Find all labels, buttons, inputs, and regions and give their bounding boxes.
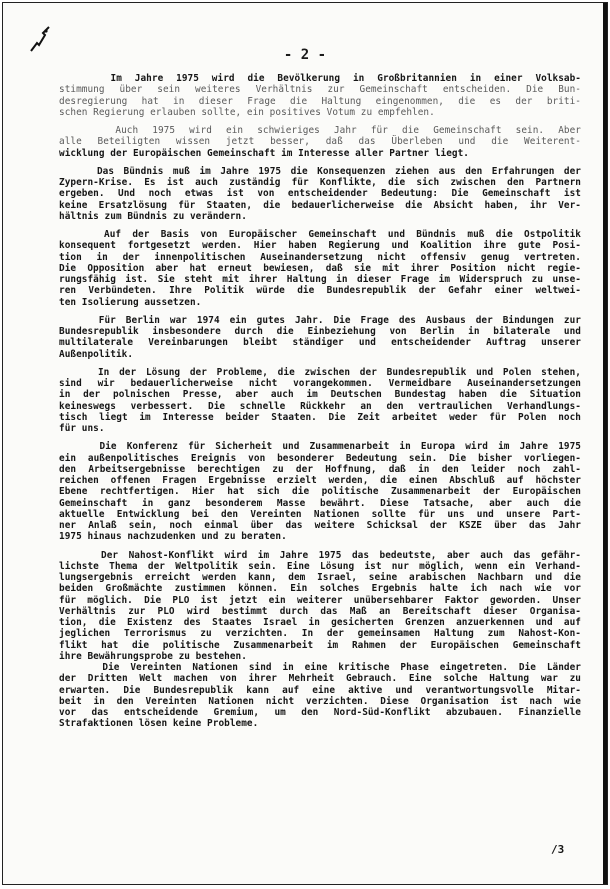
paragraph — [59, 125, 581, 159]
text-line: erwarten. Die Bundesrepublik kann auf eine aktive und verantwortungsvolle Mitar- — [59, 684, 581, 696]
text-line: jeglichen Terrorismus zu verzichten. In der gemeinsamen Haltung zum Nahost-Kon- — [59, 628, 581, 640]
text-line: 1975 hinaus nachzudenken und zu beraten. — [59, 531, 287, 543]
text-line: tion in der innenpolitischen Auseinandersetzung nicht offensiv genug vertreten. — [59, 251, 581, 263]
page-number: - 2 - — [283, 47, 327, 63]
text-line: hältnis zum Bündnis zu verändern. — [59, 210, 247, 222]
document-page — [2, 2, 608, 885]
text-line: der Dritten Welt machen von ihrer Mehrheit Gebrauch. Eine solche Haltung war zu — [59, 673, 581, 685]
text-line: stimmung über sein weiteres Verhältnis zur Gemeinschaft entscheiden. Die Bun- — [59, 84, 581, 96]
text-line: Die Opposition aber hat erneut bewiesen, daß sie mit ihrer Position nicht regie- — [59, 262, 581, 274]
text-line: Die Vereinten Nationen sind in eine kritische Phase eingetreten. Die Länder — [59, 662, 581, 673]
text-line: lungsergebnis erreicht werden kann, dem Israel, seine arabischen Nachbarn und die — [59, 572, 581, 583]
text-line: Strafaktionen lösen keine Probleme. — [59, 718, 259, 730]
text-line: reichen offenen Fragen Ergebnisse erzielt werden, die einen Abschluß auf höchster — [59, 475, 581, 486]
text-line: für möglich. Die PLO ist jetzt ein weiterer unübersehbarer Faktor geworden. Unser — [59, 594, 581, 606]
text-line: schen Regierung erlauben sollte, ein positives Votum zu empfehlen. — [59, 106, 435, 118]
paragraph — [59, 367, 581, 435]
text-line: für uns. — [59, 423, 105, 434]
text-line: alle Beteiligten wissen jetzt besser, daß das Überleben und die Weiterent- — [59, 136, 581, 148]
text-line: ergeben. Und noch etwas ist von entscheidender Bedeutung: Die Gemeinschaft ist — [59, 188, 581, 200]
text-line: tisch liegt im Interesse beider Staaten. Die Zeit arbeitet weder für Polen noch — [59, 411, 581, 423]
text-line: ten Isolierung aussetzen. — [59, 296, 202, 308]
text-line: in der polnischen Presse, aber auch im Deutschen Bundestag haben die Situation — [59, 389, 581, 401]
text-line: desregierung hat in dieser Frage die Haltung eingenommen, die es der briti- — [59, 95, 581, 107]
scan-edge — [603, 3, 607, 884]
text-line: ein außenpolitisches Ereignis von besonderer Bedeutung sein. Die bisher vorliegen- — [59, 452, 581, 464]
text-line: beit in den Vereinten Nationen nicht verzichten. Diese Organisation ist nach wie — [59, 695, 581, 707]
text-line: den Arbeitsergebnisse berechtigen zu der Hoffnung, daß in den leider noch zahl- — [59, 463, 581, 475]
text-line: ner Anlaß sein, noch einmal über das weitere Schicksal der KSZE über das Jahr — [59, 520, 581, 531]
text-line: sind wir bedauerlicherweise nicht vorangekommen. Vermeidbare Auseinandersetzungen — [59, 378, 581, 389]
text-line: Zypern-Krise. Es ist auch zuständig für Konflikte, die sich zwischen den Partnern — [59, 177, 581, 188]
text-line: multilaterale Vereinbarungen bleibt ständiger und entscheidender Auftrag unserer — [59, 337, 581, 349]
text-line: rungsfähig ist. Sie steht mit ihrer Haltung in dieser Frage im Widerspruch zu unse- — [59, 274, 581, 285]
text-line: Auf der Basis von Europäischer Gemeinschaft und Bündnis muß die Ostpolitik — [59, 229, 581, 240]
text-line: Gemeinschaft in ganz besonderem Masse bewährt. Diese Tatsache, aber auch die — [59, 497, 581, 509]
paragraph — [59, 550, 581, 730]
page-continuation-marker: /3 — [551, 843, 565, 856]
paragraph — [59, 315, 581, 360]
document-body — [59, 73, 581, 737]
text-line: konsequent fortgesetzt werden. Hier haben Regierung und Koalition ihre gute Posi- — [59, 240, 581, 252]
text-line: ren Verbündeten. Ihre Politik würde die Bundesrepublik der Gefahr einer weltwei- — [59, 285, 581, 297]
paragraph — [59, 73, 581, 118]
text-line: Der Nahost-Konflikt wird im Jahre 1975 das bedeutste, aber auch das gefähr- — [59, 549, 581, 561]
text-line: flikt hat die politische Zusammenarbeit im Rahmen der Europäischen Gemeinschaft — [59, 639, 581, 651]
text-line: lichste Thema der Weltpolitik sein. Eine Lösung ist nur möglich, wenn ein Verhand- — [59, 560, 581, 572]
text-line: beiden Großmächte zustimmen können. Ein solches Ergebnis halte ich nach wie vor — [59, 583, 581, 595]
text-line: aktuelle Entwicklung bei den Vereinten Nationen sollte für uns und unsere Part- — [59, 508, 581, 520]
text-line: Das Bündnis muß im Jahre 1975 die Konsequenzen ziehen aus den Erfahrungen der — [59, 165, 581, 177]
text-line: Ebene rechtfertigen. Hier hat sich die politische Zusammenarbeit der Europäischen — [59, 486, 581, 498]
paragraph — [59, 229, 581, 308]
text-line: Auch 1975 wird ein schwieriges Jahr für die Gemeinschaft sein. Aber — [59, 125, 581, 136]
paragraph — [59, 441, 581, 542]
text-line: Verhältnis zur PLO wird bestimmt durch das Maß an Bereitschaft dieser Organisa- — [59, 605, 581, 617]
text-line: Bundesrepublik insbesondere durch die Einbeziehung von Berlin in bilaterale und — [59, 326, 581, 337]
text-line: Im Jahre 1975 wird die Bevölkerung in Großbritannien in einer Volksab- — [59, 73, 581, 84]
paragraph — [59, 166, 581, 222]
text-line: keineswegs verbessert. Die schnelle Rückkehr an den vertraulichen Verhandlungs- — [59, 400, 581, 412]
text-line: Außenpolitik. — [59, 348, 134, 360]
text-line: tion, die Existenz des Staates Israel in gesicherten Grenzen anzuerkennen und auf — [59, 617, 581, 628]
text-line: In der Lösung der Probleme, die zwischen der Bundesrepublik und Polen stehen, — [59, 366, 581, 378]
text-line: ihre Bewährungsprobe zu bestehen. — [59, 650, 247, 662]
text-line: Für Berlin war 1974 ein gutes Jahr. Die Frage des Ausbaus der Bindungen zur — [59, 314, 581, 326]
text-line: wicklung der Europäischen Gemeinschaft im Interesse aller Partner liegt. — [59, 147, 469, 159]
text-line: keine Ersatzlösung für Staaten, die bedauerlicherweise die Absicht haben, ihr Ver- — [59, 199, 581, 211]
text-line: vor das entscheidende Gremium, um den Nord-Süd-Konflikt abzubauen. Finanzielle — [59, 707, 581, 718]
text-line: Die Konferenz für Sicherheit und Zusammenarbeit in Europa wird im Jahre 1975 — [59, 441, 581, 453]
